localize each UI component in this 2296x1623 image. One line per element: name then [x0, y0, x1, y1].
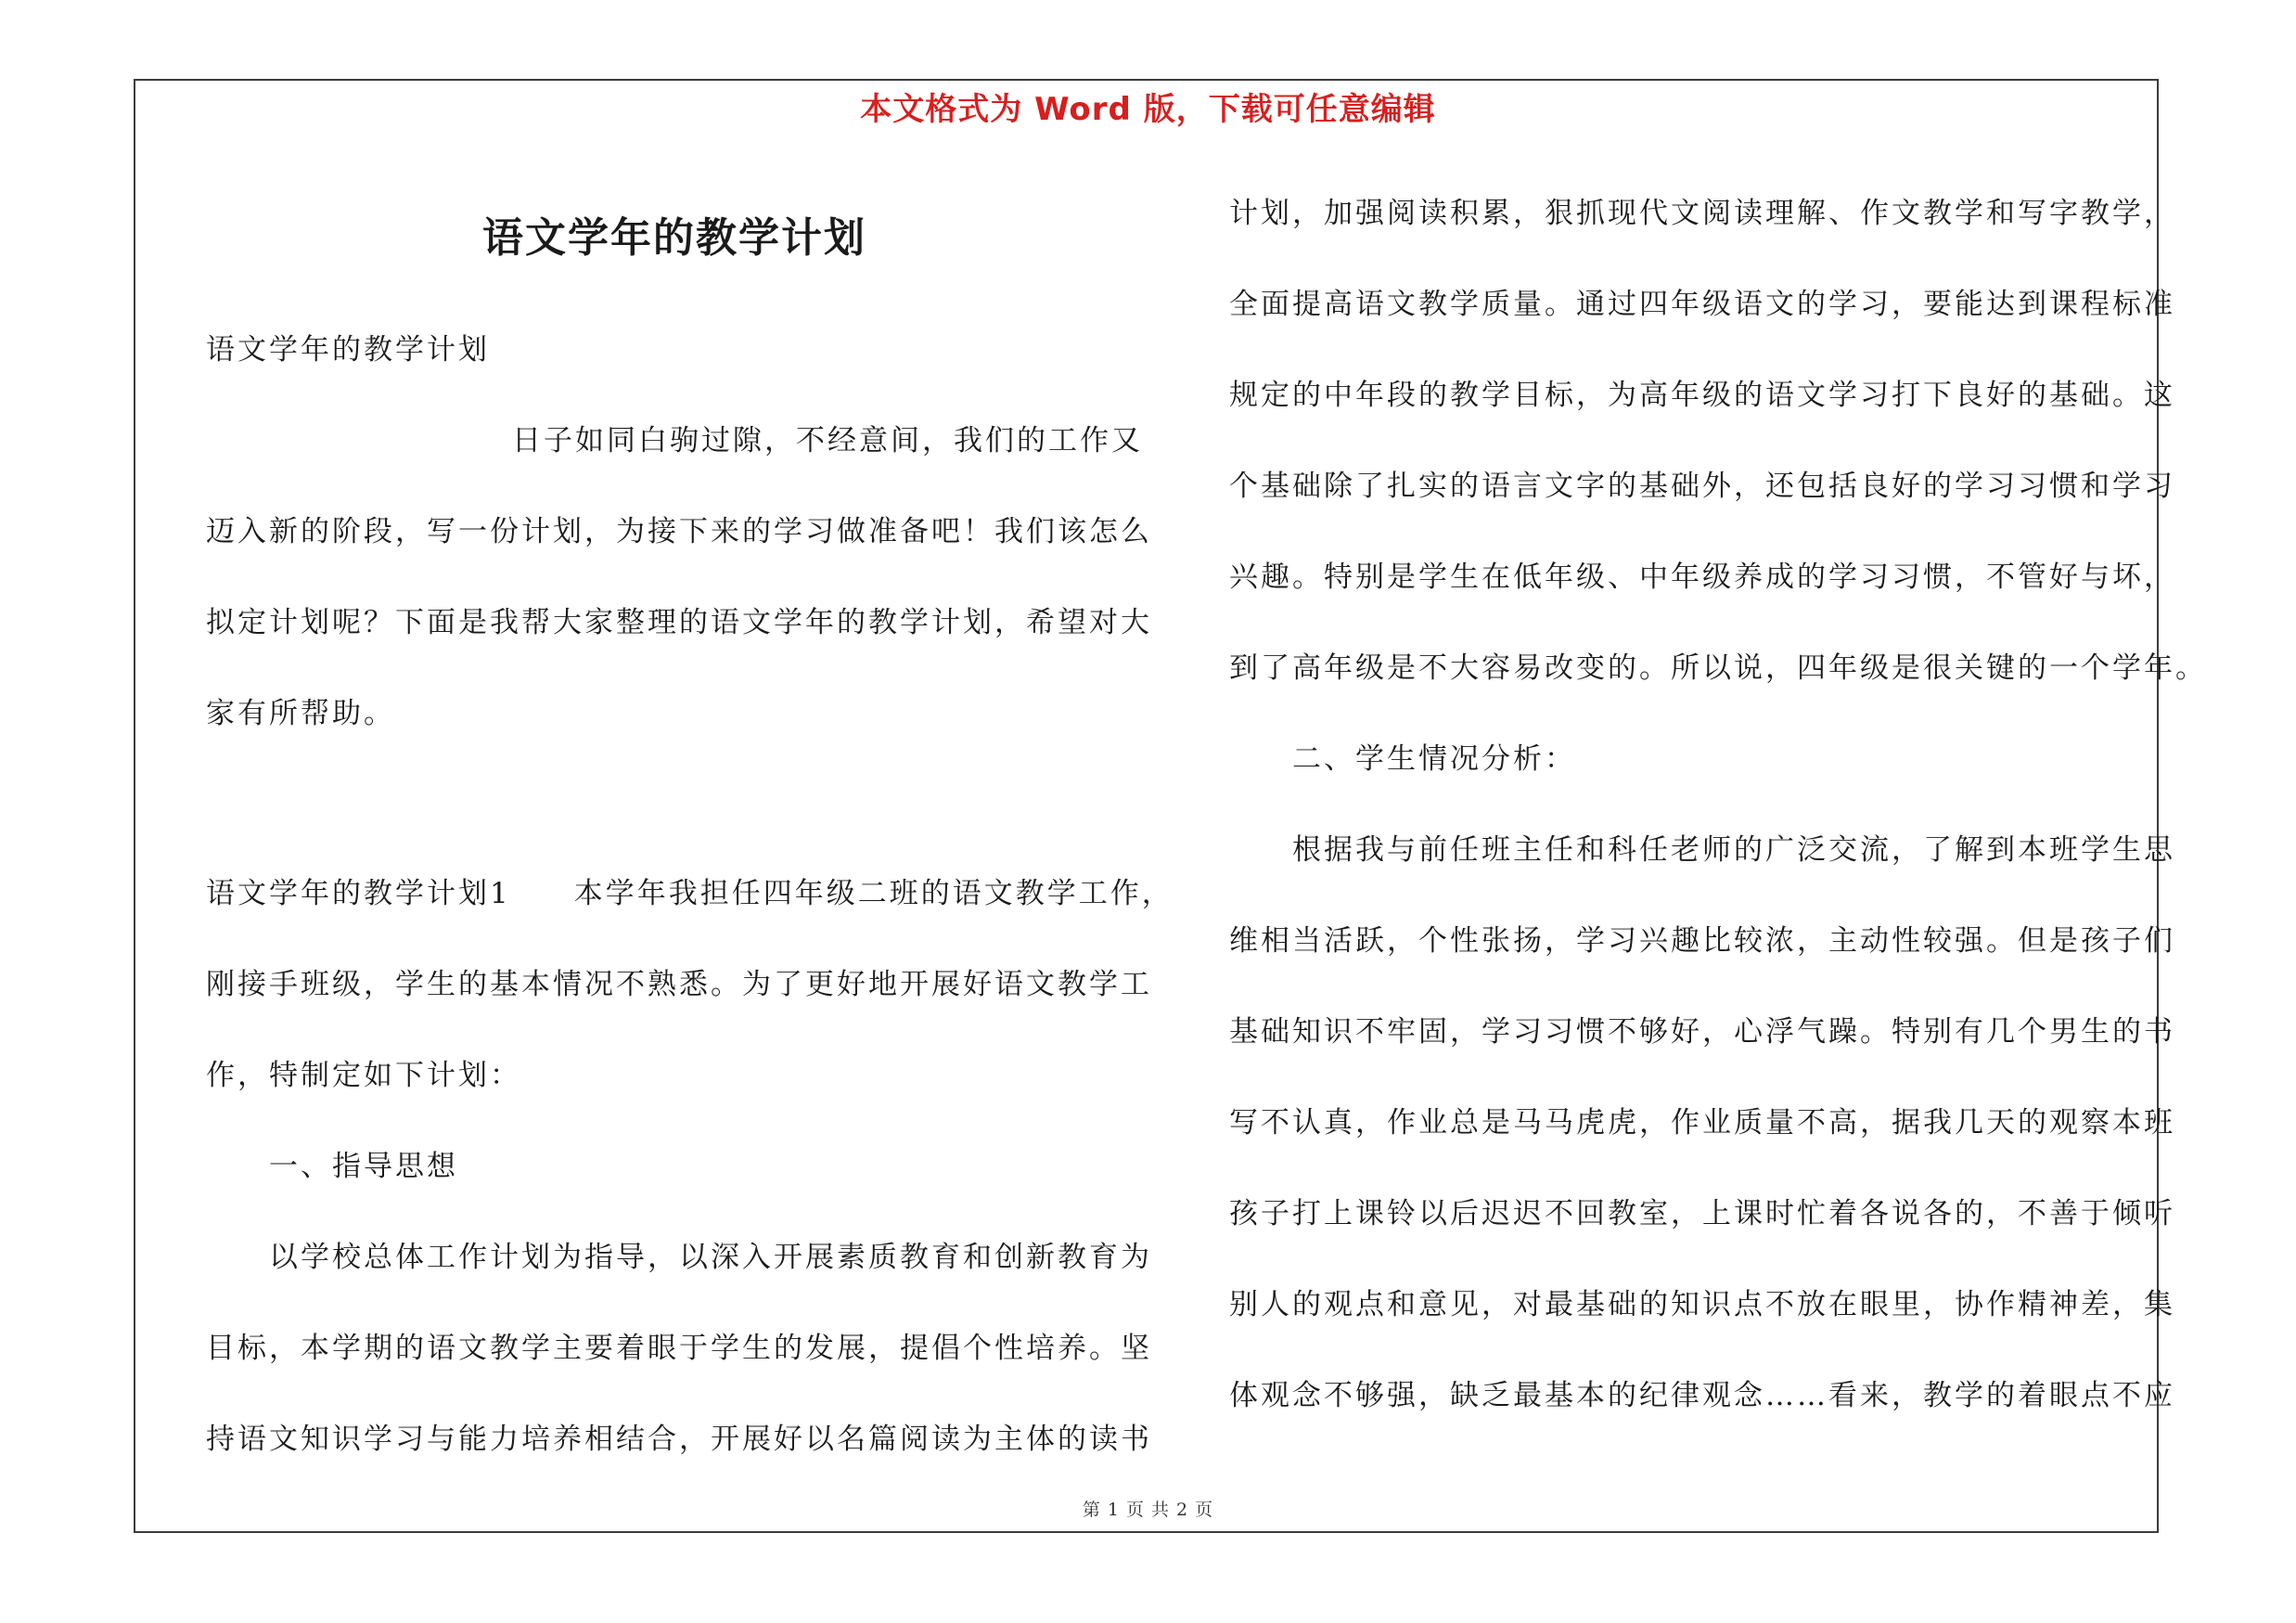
subtitle-line: 语文学年的教学计划	[206, 333, 490, 367]
paragraph-line: 写不认真，作业总是马马虎虎，作业质量不高，据我几天的观察本班	[1229, 1106, 2175, 1140]
paragraph-line: 迈入新的阶段，写一份计划，为接下来的学习做准备吧！我们该怎么	[206, 515, 1152, 548]
paragraph-line: 刚接手班级，学生的基本情况不熟悉。为了更好地开展好语文教学工	[206, 968, 1152, 1001]
section-heading: 二、学生情况分析：	[1292, 742, 1576, 776]
paragraph-line: 目标，本学期的语文教学主要着眼于学生的发展，提倡个性培养。坚	[206, 1332, 1152, 1365]
format-banner: 本文格式为 Word 版，下载可任意编辑	[860, 91, 1436, 128]
paragraph-line: 语文学年的教学计划1 本学年我担任四年级二班的语文教学工作，	[206, 877, 1174, 910]
paragraph-line: 别人的观点和意见，对最基础的知识点不放在眼里，协作精神差，集	[1229, 1288, 2175, 1321]
paragraph-line: 基础知识不牢固，学习习惯不够好，心浮气躁。特别有几个男生的书	[1229, 1015, 2175, 1049]
paragraph-line: 全面提高语文教学质量。通过四年级语文的学习，要能达到课程标准	[1229, 288, 2175, 321]
paragraph-line: 拟定计划呢？下面是我帮大家整理的语文学年的教学计划，希望对大	[206, 606, 1152, 639]
paragraph-line: 作，特制定如下计划：	[206, 1059, 521, 1092]
paragraph-line: 日子如同白驹过隙，不经意间，我们的工作又	[512, 424, 1143, 457]
paragraph-line: 规定的中年段的教学目标，为高年级的语文学习打下良好的基础。这	[1229, 379, 2175, 412]
section-heading: 一、指导思想	[269, 1150, 458, 1183]
paragraph-line: 以学校总体工作计划为指导，以深入开展素质教育和创新教育为	[269, 1241, 1152, 1274]
paragraph-line: 兴趣。特别是学生在低年级、中年级养成的学习习惯，不管好与坏，	[1229, 560, 2175, 594]
paragraph-line: 根据我与前任班主任和科任老师的广泛交流，了解到本班学生思	[1292, 833, 2175, 867]
paragraph-line: 家有所帮助。	[206, 697, 395, 730]
paragraph-line: 计划，加强阅读积累，狠抓现代文阅读理解、作文教学和写字教学，	[1229, 197, 2175, 230]
paragraph-line: 到了高年级是不大容易改变的。所以说，四年级是很关键的一个学年。	[1229, 651, 2207, 685]
paragraph-line: 体观念不够强，缺乏最基本的纪律观念……看来，教学的着眼点不应	[1229, 1379, 2175, 1412]
document-title: 语文学年的教学计划	[482, 214, 866, 262]
paragraph-line: 持语文知识学习与能力培养相结合，开展好以名篇阅读为主体的读书	[206, 1423, 1152, 1456]
paragraph-line: 个基础除了扎实的语言文字的基础外，还包括良好的学习习惯和学习	[1229, 470, 2175, 503]
paragraph-line: 维相当活跃，个性张扬，学习兴趣比较浓，主动性较强。但是孩子们	[1229, 924, 2175, 958]
page-number: 第 1 页 共 2 页	[1082, 1500, 1214, 1520]
paragraph-line: 孩子打上课铃以后迟迟不回教室，上课时忙着各说各的，不善于倾听	[1229, 1197, 2175, 1230]
